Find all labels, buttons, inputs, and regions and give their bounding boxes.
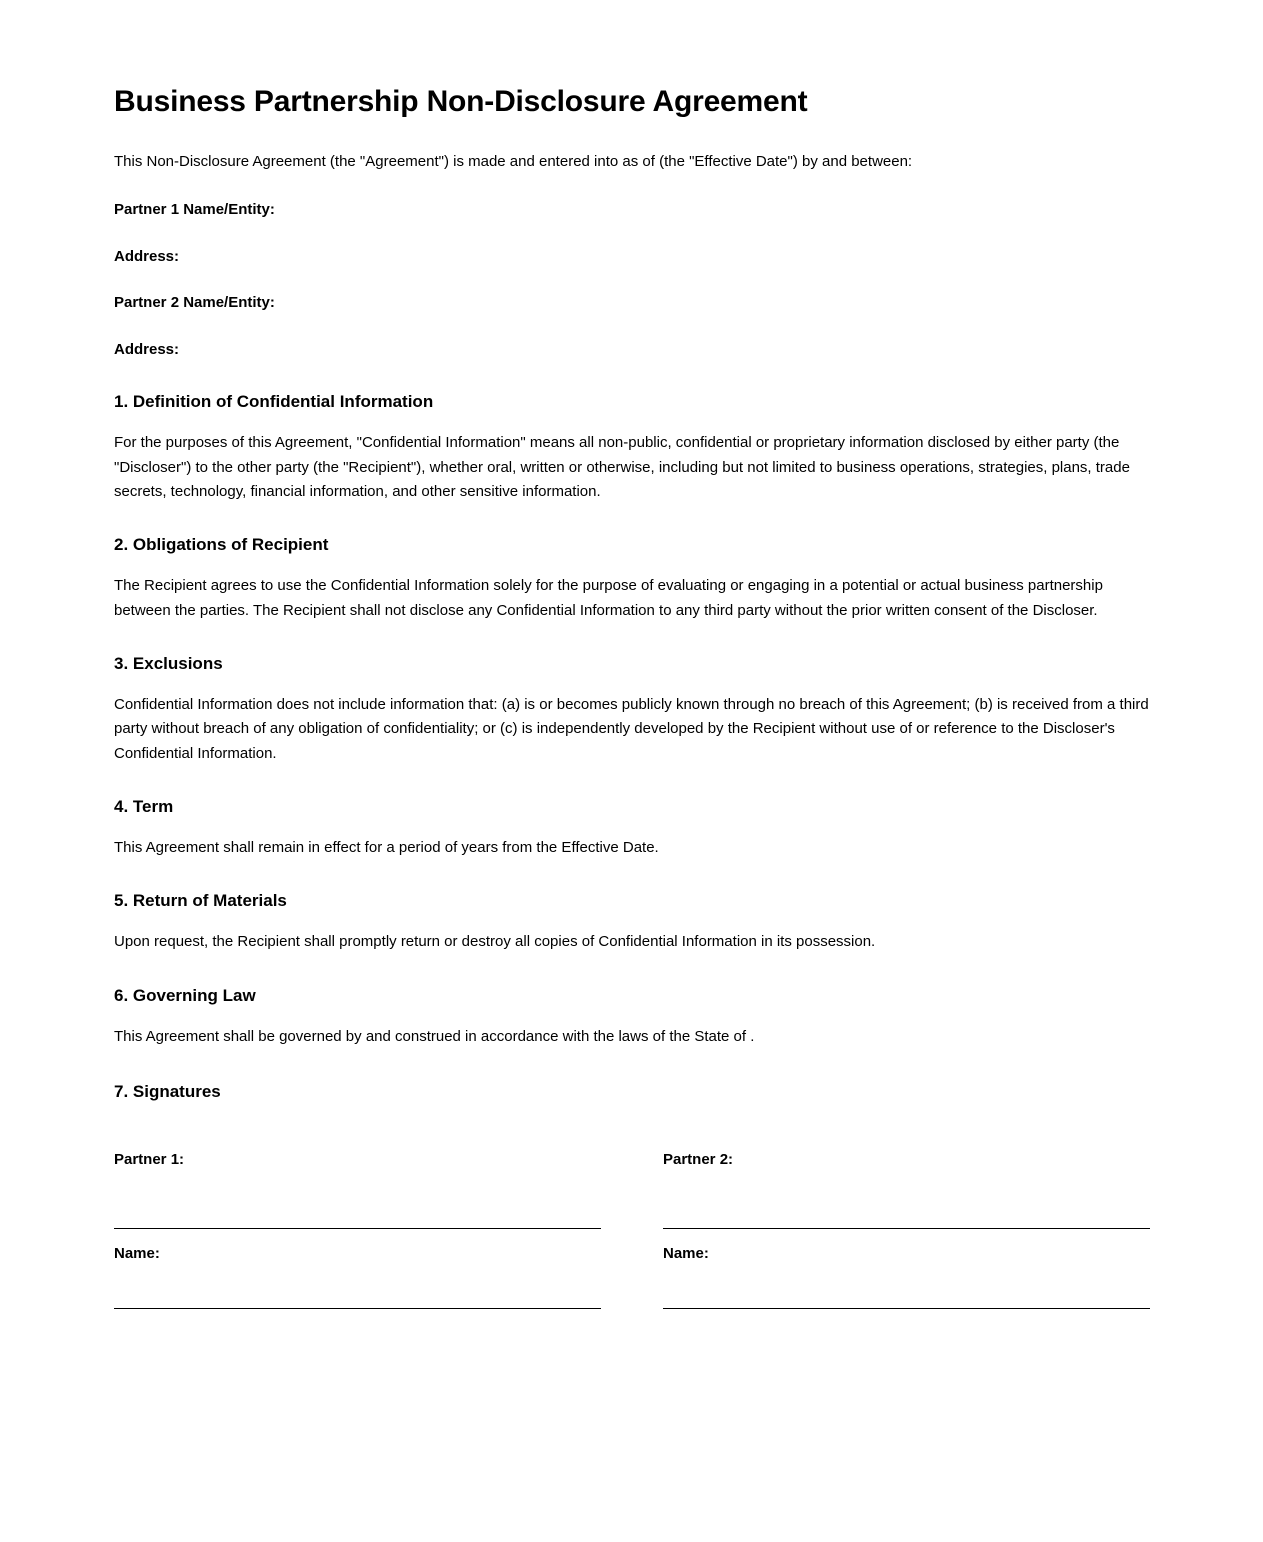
intro-paragraph: This Non-Disclosure Agreement (the "Agreement") is made and entered into as of (the "Effective Date") by and between: [114,153,913,170]
section-signatures-heading: 7. Signatures [114,1082,221,1102]
page-title: Business Partnership Non-Disclosure Agreement [114,85,808,118]
section-definition [114,391,1150,504]
parties-block [114,199,1150,361]
section-return-of-materials [114,890,1150,954]
partner-1-signature-space[interactable] [114,1170,601,1228]
partner-1-name-line [114,1308,601,1309]
signature-grid [114,1149,1150,1309]
section-return-of-materials-heading: 5. Return of Materials [114,891,287,911]
partner-1-name-space[interactable] [114,1264,601,1308]
section-obligations [114,534,1150,623]
partner-2-signature-line [663,1228,1150,1229]
partner-1-address-label: Address: [114,247,180,265]
section-exclusions-heading: 3. Exclusions [114,653,223,673]
section-obligations-heading: 2. Obligations of Recipient [114,535,329,555]
section-term-body: This Agreement shall remain in effect for a period of years from the Effective Date. [114,839,659,856]
section-term [114,796,1150,860]
section-definition-heading: 1. Definition of Confidential Information [114,392,434,412]
section-governing-law [114,985,1150,1049]
section-governing-law-body: This Agreement shall be governed by and construed in accordance with the laws of the State of . [114,1027,755,1045]
partner-2-address-label: Address: [114,340,180,358]
partner-2-name-space[interactable] [663,1264,1150,1308]
signature-column-partner-1 [114,1149,601,1309]
section-return-of-materials-body: Upon request, the Recipient shall promptly return or destroy all copies of Confidential Information in its possession. [114,933,876,951]
section-exclusions-body: Confidential Information does not include information that: (a) is or becomes publicly known through no breach of this Agreement; (b) is received from a third party without breach of any obligation of confidentiality; or (c) is independently developed by the Recipient without use of or reference to the Discloser's Confidential Information. [114,696,1149,762]
partner-2-name-line [663,1308,1150,1309]
partner-1-signature-line [114,1228,601,1229]
section-governing-law-heading: 6. Governing Law [114,985,256,1005]
section-exclusions [114,653,1150,766]
partner-2-name-field-label: Name: [663,1245,709,1263]
partner-1-name-label: Partner 1 Name/Entity: [114,201,275,219]
section-term-heading: 4. Term [114,796,174,816]
signature-column-partner-2 [663,1149,1150,1309]
partner-1-signature-label: Partner 1: [114,1151,185,1169]
section-definition-body: For the purposes of this Agreement, "Confidential Information" means all non-public, confidential or proprietary information disclosed by either party (the "Discloser") to the other party (the "Recipient"), whether oral, written or otherwise, including but not limited to business operations, strategies, plans, trade secrets, technology, financial information, and other sensitive information. [114,434,1130,500]
section-obligations-body: The Recipient agrees to use the Confidential Information solely for the purpose of evaluating or engaging in a potential or actual business partnership between the parties. The Recipient shall not disclose any Confidential Information to any third party without the prior written consent of the Discloser. [114,577,1103,619]
partner-2-signature-space[interactable] [663,1170,1150,1228]
section-signatures [114,1081,1150,1309]
partner-2-signature-label: Partner 2: [663,1151,734,1169]
partner-2-name-label: Partner 2 Name/Entity: [114,294,275,312]
partner-1-name-field-label: Name: [114,1245,160,1263]
